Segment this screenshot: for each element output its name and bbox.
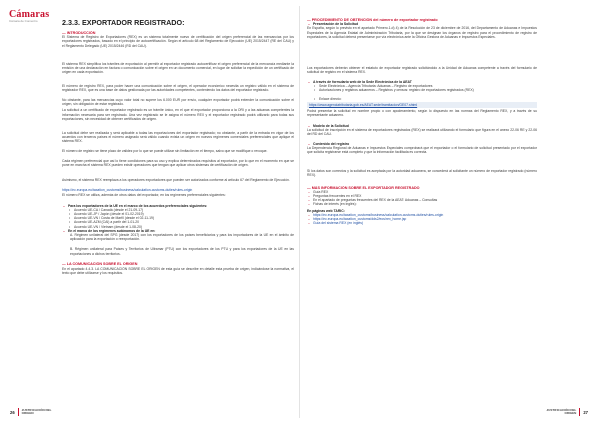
left-paragraph-8: Cada régimen preferencial que así lo tiene condiciones para su uso y explica determinados requisitos al exportador, por lo que en el momento en que se pone en marcha el sistema REX pueden existir operadores que tengan que aplicar otros sistemas de certificación de origen. [62,159,294,168]
left-paragraph-10: El número REX se utiliza, además de otros datos del exportador, en los regímenes preferenciales siguientes: [62,193,226,198]
left-paragraph-9: Asimismo, el sistema REX reemplaza a los operadores exportadores que pueden ser autorizados conforme al artículo 67 del Reglamento de Ejecución. [62,177,290,182]
regime-a-item: A. Régimen unilateral del SPG (desde 2017) con los exportadores de los países beneficiarios y para los importadores de la UE en el ámbito de aplicación para la exportación o reexportación. [70,233,294,242]
left-paragraph-1: El Sistema de Registro de Exportadores (REX) es un sistema totalmente nuevo de certificación del origen preferencial de las mercancías por los exportadores registrados, basado en el principio de autocertificación. Según el artículo 68 del Reglamento de Ejecución (UE) 2015/2447 (RE del CAU) y el Reglamento Delegado (UE) 2015/2446 (RD del CAU). [62,35,294,48]
right-paragraph-6: Si los datos son correctos y la solicitud es aceptada por la autoridad aduanera, se concederá al solicitante un número de exportador registrado (número REX). [307,168,537,177]
camaras-logo [9,10,49,24]
right-column [307,18,537,225]
origin-communication-heading: — LA COMUNICACIÓN SOBRE EL ORIGEN [62,262,138,267]
taric-link[interactable]: – https://ec.europa.eu/taxation_customs/business/calculation-customs-duties/rules-origin [307,213,537,217]
page-number: 27 [583,409,588,415]
more-info-heading: — MÁS INFORMACIÓN SOBRE EL EXPORTADOR REGISTRADO [307,185,420,190]
left-paragraph-5: La solicitud a un certificado de exportador registrado es un trámite único, en el que el exportador proporciona a la ORI y a las aduanas competentes la información necesaria para ser registrado. Una vez registrado se le asigna el número REX y el exportador registrado podrá utilizarlo para todas sus exportaciones, sin necesidad de obtener certificados de origen. [62,108,294,121]
left-paragraph-2: El sistema REX simplifica los trámites de exportación al permitir al exportador registrado autocertificar el origen preferencial de la mercancía mediante la emisión de una declaración en factura o comunicación sobre el origen en un documento comercial, en lugar de solicitar la expedición de un certificado de origen en cada exportación. [62,61,294,74]
right-paragraph-5: La Dependencia Regional de Aduanas e Impuestos Especiales comprobará que el exportador o el formulario de solicitud presentado por el exportador que solicita registrarse está completo y que la información facilitada es correcta. [307,146,537,155]
section-title: 2.3.3. EXPORTADOR REGISTRADO: [62,18,185,27]
taric-web-label: En páginas web TARIC: [307,208,345,213]
logo-wordmark: Cámaras [9,9,50,20]
right-footer [542,408,588,416]
list-item: • Sede Electrónica – Agencia Tributaria: Aduanas – Registro de exportadores [307,84,537,88]
presentation-label: – Presentación de la Solicitud [307,22,537,26]
page-number: 26 [10,409,15,415]
list-item: • Acuerdo UE-CA / Canadá (desde el 21-09-17) [62,208,294,212]
footer-divider [579,408,580,416]
list-item: – Para los exportadores de la UE en el marco de los acuerdos preferenciales siguientes: [62,204,294,208]
info-item: – Fichas de interés (en inglés): [307,202,537,206]
page-gutter [299,6,300,418]
right-paragraph-2: Los exportadores deberán obtener el estatuto de exportador registrado solicitándolo a la Unidad de Aduanas competente a través del formulario de solicitud de registro en el sistema REX. [307,65,537,74]
footer-title: JUSTIFICACIÓN DEL ORIGEN [21,407,52,415]
regime-b-item: B. Régimen unilateral para Países y Territorios de Ultramar (PTU) con los exportadores de los PTU y para los exportadores de la UE en las exportaciones a dichos territorios. [70,247,294,256]
taric-link[interactable]: – Guía del sistema REX (en inglés) [307,221,537,225]
taric-link[interactable]: – https://ec.europa.eu/taxation_customs/dds2/eos/rex_home.jsp [307,217,537,221]
left-footer [10,408,56,416]
list-item: • Acuerdo UE-VN / Vietnam (desde el 1-08-20) [62,225,294,229]
logo-subtitle: Cámara de Comercio [9,19,38,23]
intro-heading: — INTRODUCCIÓN [62,31,96,35]
procedure-heading: — PROCEDIMIENTO DE OBTENCIÓN del número de exportador registrado [307,18,438,22]
list-item: • Acuerdo UE-JP / Japón (desde el 01-02-2019) [62,212,294,216]
footer-divider [18,408,19,416]
left-paragraph-3: El número de registro REX, para poder hacer una comunicación sobre el origen, el operador económico necesita un registro válido en el sistema de registrador REX, que es una base de datos gestionada por las autoridades competentes, conteniendo los datos del exportador registrado. [62,83,294,92]
list-item: • Acuerdo UE-VN / Costa de Marfil (desde el 02-11-19) [62,216,294,220]
right-paragraph-1: En España, según lo previsto en el apartado Primero.1.d) 4) de la Resolución de 23 de diciembre de 2016, del Departamento de Aduanas e Impuestos Especiales de la Agencia Estatal de Administración Tributaria, por la que se designan los órganos de registro para el procedimiento de registro de exportadores, la solicitud deberá presentarse por vía electrónica ante la Oficina Gestora de Aduanas e Impuestos Especiales. [307,26,537,39]
left-paragraph-6: La solicitud debe ser realizada y será aplicable a todas las exportaciones del exportador registrado; no obstante, a partir de la entrada en vigor de los acuerdos con terceros países el número asignado será válido cuando exista un origen en nuevos regímenes comerciales preferenciales que aplique el sistema REX. [62,130,294,144]
list-item: • Enlace directo: [307,97,537,101]
web-form-label: – A través de formulario web de la Sede Electrónica de la AEAT [307,80,537,84]
info-item: – En el apartado de preguntas frecuentes del REX de la AEAT: Aduanas – Consultas [307,198,537,202]
left-paragraph-11: En el apartado 4.4.3. LA COMUNICACIÓN SOBRE EL ORIGEN de esta guía se describe en detalle esta prueba de origen, indicándose la normativa, el texto que debe utilizarse y los requisitos. [62,266,294,275]
right-paragraph-3: Podrá presentar la solicitud en nombre propio o con apoderamiento, según lo dispuesto en las normas del Reglamento REX, y a través de su representante aduanero. [307,109,537,118]
left-column [62,31,294,281]
left-paragraph-7: El número de registro se tiene plazo de validez por lo que se puede utilizar sin limitación en el tiempo, salvo que se modifique o revoque. [62,148,268,153]
right-paragraph-4: La solicitud de inscripción en el sistema de exportadores registrados (REX) se realizará utilizando el formulario que figura en el anexo 22-06 RE y 22-06 del RD del CAU. [307,127,537,136]
list-item: • Acuerdo UE-AZM (CAI) a partir del 1-01-20 [62,220,294,224]
info-item: – Guía REX [307,190,537,194]
registry-content-label: – Contenido del registro [307,142,537,146]
rules-origin-link[interactable]: https://ec.europa.eu/taxation_customs/business/calculation-customs-duties/rules-origin [62,187,193,192]
footer-title: JUSTIFICACIÓN DEL ORIGEN [546,407,577,415]
list-item: – En el marco de los regímenes autónomos de la UE en: [62,229,294,233]
aeat-direct-link[interactable]: https://www.agenciatributaria.gob.es/AEAT.sede/tramitacion/GE07.shtml [307,102,537,108]
info-item: – Preguntas frecuentes en el REX [307,194,537,198]
list-item: • Autorizaciones y registros aduaneros – Registros y censos: registro de exportadores registrados (REX) [307,88,537,96]
left-paragraph-4: No obstante, para las mercancías cuyo valor total no supere los 6.000 EUR por envío, cualquier exportador podrá extender la comunicación sobre el origen, sin obligación de estar registrado. [62,98,294,107]
request-model-label: – Modelo de la Solicitud [307,124,537,128]
